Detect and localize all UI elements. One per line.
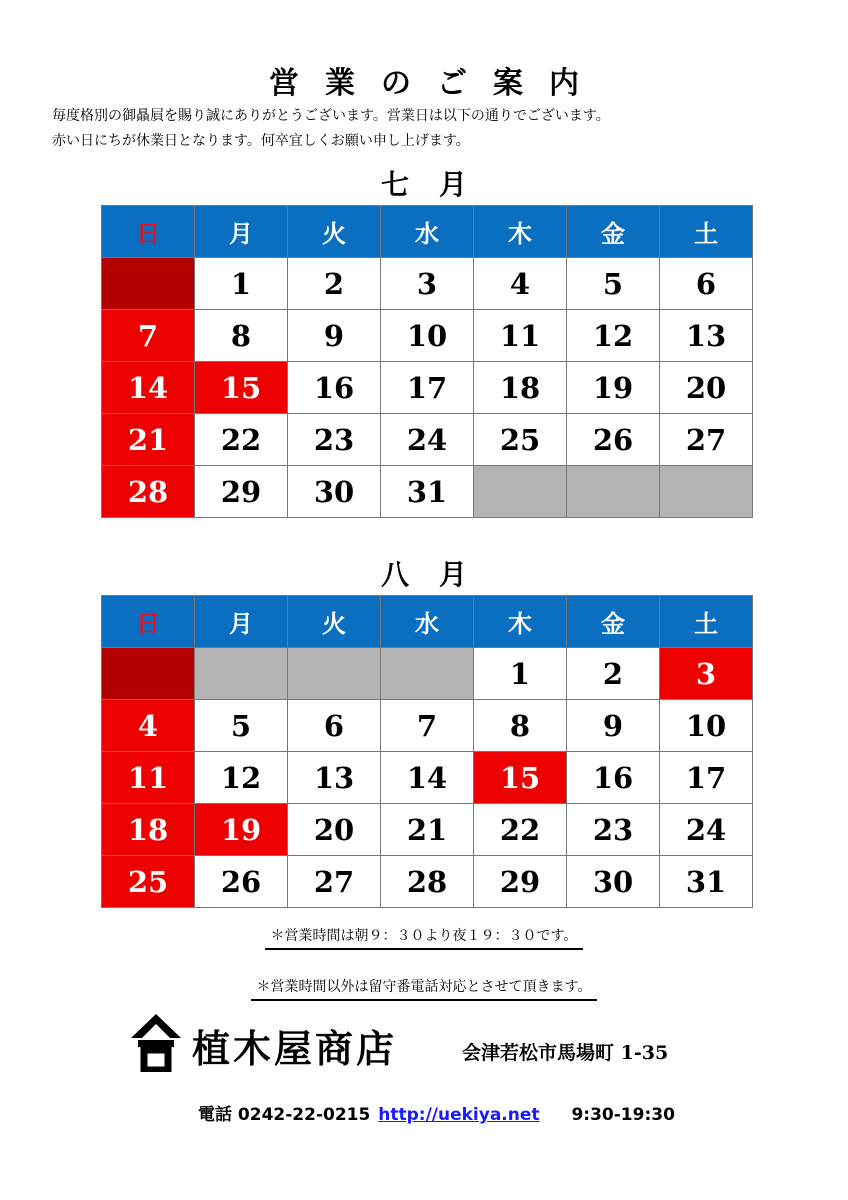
calendar-day-cell: 25	[474, 414, 567, 466]
holiday-day-cell: 15	[474, 752, 567, 804]
calendar-week-row	[102, 466, 753, 518]
calendar-day-cell: 22	[474, 804, 567, 856]
calendar-day-cell: 10	[381, 310, 474, 362]
shop-logo-icon	[128, 1012, 184, 1072]
calendar-day-cell: 1	[195, 258, 288, 310]
holiday-day-cell	[102, 648, 195, 700]
weekday-header-row	[102, 206, 753, 258]
calendar-day-cell: 28	[381, 856, 474, 908]
month-title-july: 七月	[380, 168, 497, 201]
month-title-august: 八月	[380, 558, 497, 591]
calendar-day-cell: 20	[660, 362, 753, 414]
calendar-week-row	[102, 700, 753, 752]
calendar-day-cell: 17	[381, 362, 474, 414]
calendar-day-cell: 27	[288, 856, 381, 908]
weekday-header: 日	[102, 206, 195, 258]
calendar-day-cell: 22	[195, 414, 288, 466]
holiday-day-cell: 15	[195, 362, 288, 414]
weekday-header: 金	[567, 596, 660, 648]
calendar-day-cell: 20	[288, 804, 381, 856]
intro-text	[52, 104, 812, 154]
calendar-day-cell: 8	[195, 310, 288, 362]
calendar-day-cell: 14	[381, 752, 474, 804]
weekday-header: 日	[102, 596, 195, 648]
holiday-day-cell: 28	[102, 466, 195, 518]
weekday-header: 金	[567, 206, 660, 258]
calendar-day-cell: 23	[567, 804, 660, 856]
calendar-day-cell: 27	[660, 414, 753, 466]
calendar-day-cell: 11	[474, 310, 567, 362]
calendar-day-cell: 6	[660, 258, 753, 310]
calendar-day-cell: 9	[288, 310, 381, 362]
calendar-day-cell: 29	[474, 856, 567, 908]
calendar-day-cell: 16	[567, 752, 660, 804]
weekday-header: 月	[195, 596, 288, 648]
page-title: 営業のご案内	[269, 66, 605, 101]
calendar-week-row	[102, 362, 753, 414]
calendar-day-cell: 12	[567, 310, 660, 362]
holiday-day-cell: 18	[102, 804, 195, 856]
weekday-header: 木	[474, 206, 567, 258]
holiday-day-cell: 7	[102, 310, 195, 362]
calendar-week-row	[102, 414, 753, 466]
calendar-day-cell: 2	[288, 258, 381, 310]
calendar-day-cell: 2	[567, 648, 660, 700]
calendar-day-cell: 21	[381, 804, 474, 856]
shop-signature	[128, 1012, 768, 1074]
calendar-week-row	[102, 258, 753, 310]
weekday-header: 土	[660, 596, 753, 648]
calendar-day-cell: 13	[288, 752, 381, 804]
weekday-header: 月	[195, 206, 288, 258]
calendar-day-cell: 18	[474, 362, 567, 414]
intro-line-2: 赤い日にちが休業日となります。何卒宜しくお願い申し上げます。	[52, 133, 470, 149]
calendar-day-cell: 3	[381, 258, 474, 310]
holiday-day-cell: 11	[102, 752, 195, 804]
calendar-week-row	[102, 856, 753, 908]
weekday-header-row	[102, 596, 753, 648]
holiday-day-cell: 4	[102, 700, 195, 752]
empty-day-cell	[567, 466, 660, 518]
empty-day-cell	[288, 648, 381, 700]
calendar-day-cell: 5	[195, 700, 288, 752]
calendar-day-cell: 24	[660, 804, 753, 856]
weekday-header: 水	[381, 596, 474, 648]
shop-name: 植木屋商店	[192, 1026, 398, 1071]
calendar-day-cell: 26	[567, 414, 660, 466]
calendar-day-cell: 23	[288, 414, 381, 466]
weekday-header: 木	[474, 596, 567, 648]
holiday-day-cell: 3	[660, 648, 753, 700]
calendar-day-cell: 30	[567, 856, 660, 908]
phone-label: 電話 0242-22-0215	[198, 1105, 371, 1125]
calendar-day-cell: 19	[567, 362, 660, 414]
calendar-day-cell: 13	[660, 310, 753, 362]
calendar-day-cell: 10	[660, 700, 753, 752]
holiday-day-cell: 21	[102, 414, 195, 466]
holiday-day-cell: 25	[102, 856, 195, 908]
calendar-week-row	[102, 310, 753, 362]
calendar-week-row	[102, 804, 753, 856]
holiday-day-cell: 14	[102, 362, 195, 414]
calendar-day-cell: 16	[288, 362, 381, 414]
website-link[interactable]: http://uekiya.net	[378, 1105, 540, 1125]
calendar-day-cell: 9	[567, 700, 660, 752]
holiday-day-cell	[102, 258, 195, 310]
calendar-day-cell: 29	[195, 466, 288, 518]
holiday-day-cell: 19	[195, 804, 288, 856]
empty-day-cell	[381, 648, 474, 700]
calendar-day-cell: 31	[660, 856, 753, 908]
calendar-day-cell: 24	[381, 414, 474, 466]
shop-address: 会津若松市馬場町 1-35	[462, 1042, 669, 1064]
contact-line	[198, 1100, 675, 1125]
calendar-day-cell: 30	[288, 466, 381, 518]
calendar-week-row	[102, 752, 753, 804]
weekday-header: 土	[660, 206, 753, 258]
calendar-day-cell: 7	[381, 700, 474, 752]
intro-line-1: 毎度格別の御贔屓を賜り誠にありがとうございます。営業日は以下の通りでございます。	[52, 108, 610, 124]
weekday-header: 水	[381, 206, 474, 258]
calendar-day-cell: 4	[474, 258, 567, 310]
calendar-day-cell: 31	[381, 466, 474, 518]
calendar-day-cell: 26	[195, 856, 288, 908]
answering-machine-note: ＊営業時間以外は留守番電話対応とさせて頂きます。	[0, 976, 848, 1001]
calendar-day-cell: 17	[660, 752, 753, 804]
empty-day-cell	[660, 466, 753, 518]
calendar-day-cell: 8	[474, 700, 567, 752]
calendar-august	[101, 595, 753, 908]
business-hours-note: ＊営業時間は朝９：３０より夜１９：３０です。	[0, 925, 848, 950]
empty-day-cell	[195, 648, 288, 700]
calendar-july	[101, 205, 753, 518]
calendar-day-cell: 6	[288, 700, 381, 752]
calendar-week-row	[102, 648, 753, 700]
contact-hours: 9:30-19:30	[571, 1105, 675, 1125]
calendar-day-cell: 12	[195, 752, 288, 804]
weekday-header: 火	[288, 206, 381, 258]
calendar-day-cell: 1	[474, 648, 567, 700]
calendar-day-cell: 5	[567, 258, 660, 310]
empty-day-cell	[474, 466, 567, 518]
weekday-header: 火	[288, 596, 381, 648]
